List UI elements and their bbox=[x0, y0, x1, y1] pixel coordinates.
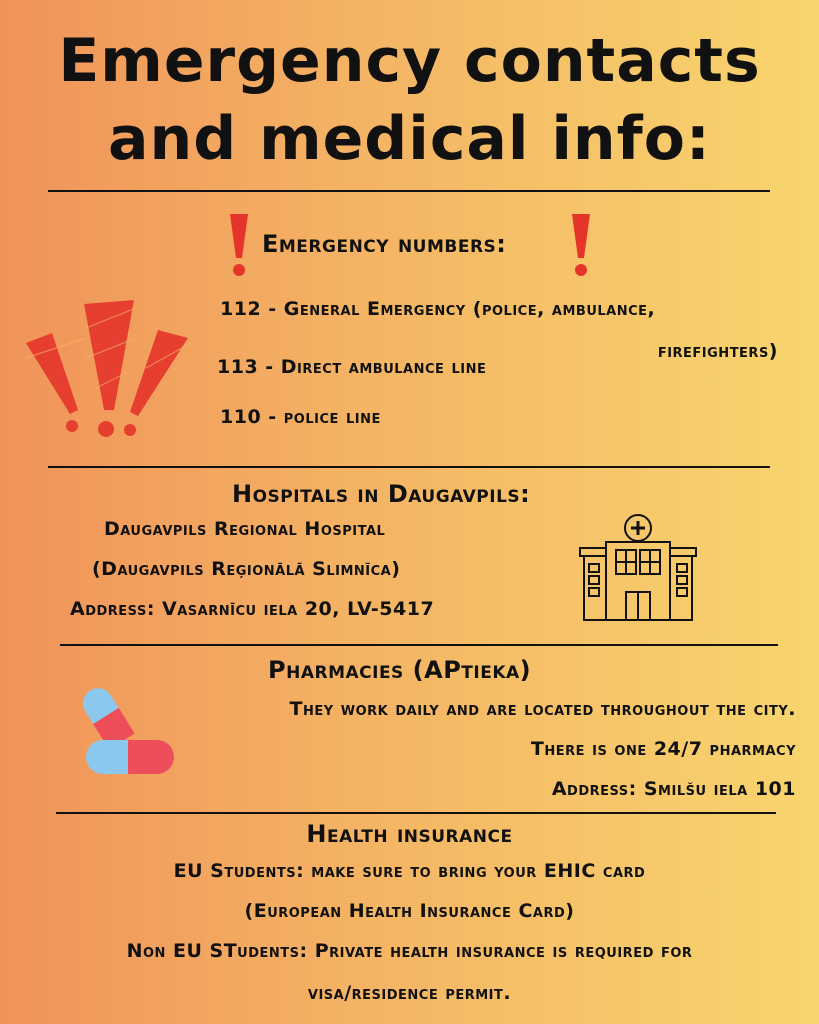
emergency-line-112-cont: firefighters) bbox=[657, 340, 778, 362]
hospital-name: Daugavpils Regional Hospital bbox=[104, 518, 386, 540]
pharmacies-heading: Pharmacies (APtieka) bbox=[268, 656, 532, 684]
divider bbox=[60, 644, 778, 646]
triple-exclamation-icon bbox=[26, 298, 192, 440]
pharmacy-line-hours: They work daily and are located throughout the city. bbox=[289, 698, 796, 720]
page-title-line1: Emergency contacts bbox=[58, 26, 761, 96]
hospital-building-icon bbox=[576, 512, 700, 622]
divider bbox=[56, 812, 776, 814]
emergency-line-113: 113 - Direct ambulance line bbox=[217, 356, 487, 378]
emergency-line-112: 112 - General Emergency (police, ambulance, bbox=[220, 298, 656, 320]
insurance-heading: Health insurance bbox=[306, 820, 513, 848]
divider bbox=[48, 190, 770, 192]
exclamation-icon bbox=[228, 214, 250, 278]
pharmacy-line-247: There is one 24/7 pharmacy bbox=[530, 738, 796, 760]
insurance-eu-line: EU Students: make sure to bring your EHIC card bbox=[173, 860, 646, 882]
pharmacy-address: Address: Smilšu iela 101 bbox=[551, 778, 796, 800]
insurance-non-eu-line: Non EU STudents: Private health insurance is required for bbox=[126, 940, 693, 962]
divider bbox=[48, 466, 770, 468]
hospitals-heading: Hospitals in Daugavpils: bbox=[232, 480, 531, 508]
insurance-ehic-line: (European Health Insurance Card) bbox=[244, 900, 575, 922]
hospital-address: Address: Vasarnīcu iela 20, LV-5417 bbox=[70, 598, 435, 620]
exclamation-icon bbox=[570, 214, 592, 278]
page-title-line2: and medical info: bbox=[108, 104, 711, 174]
insurance-permit-line: visa/residence permit. bbox=[307, 982, 512, 1004]
hospital-local-name: (Daugavpils Reģionālā Slimnīca) bbox=[92, 558, 401, 580]
emergency-line-110: 110 - police line bbox=[220, 406, 381, 428]
emergency-heading: Emergency numbers: bbox=[262, 230, 507, 258]
